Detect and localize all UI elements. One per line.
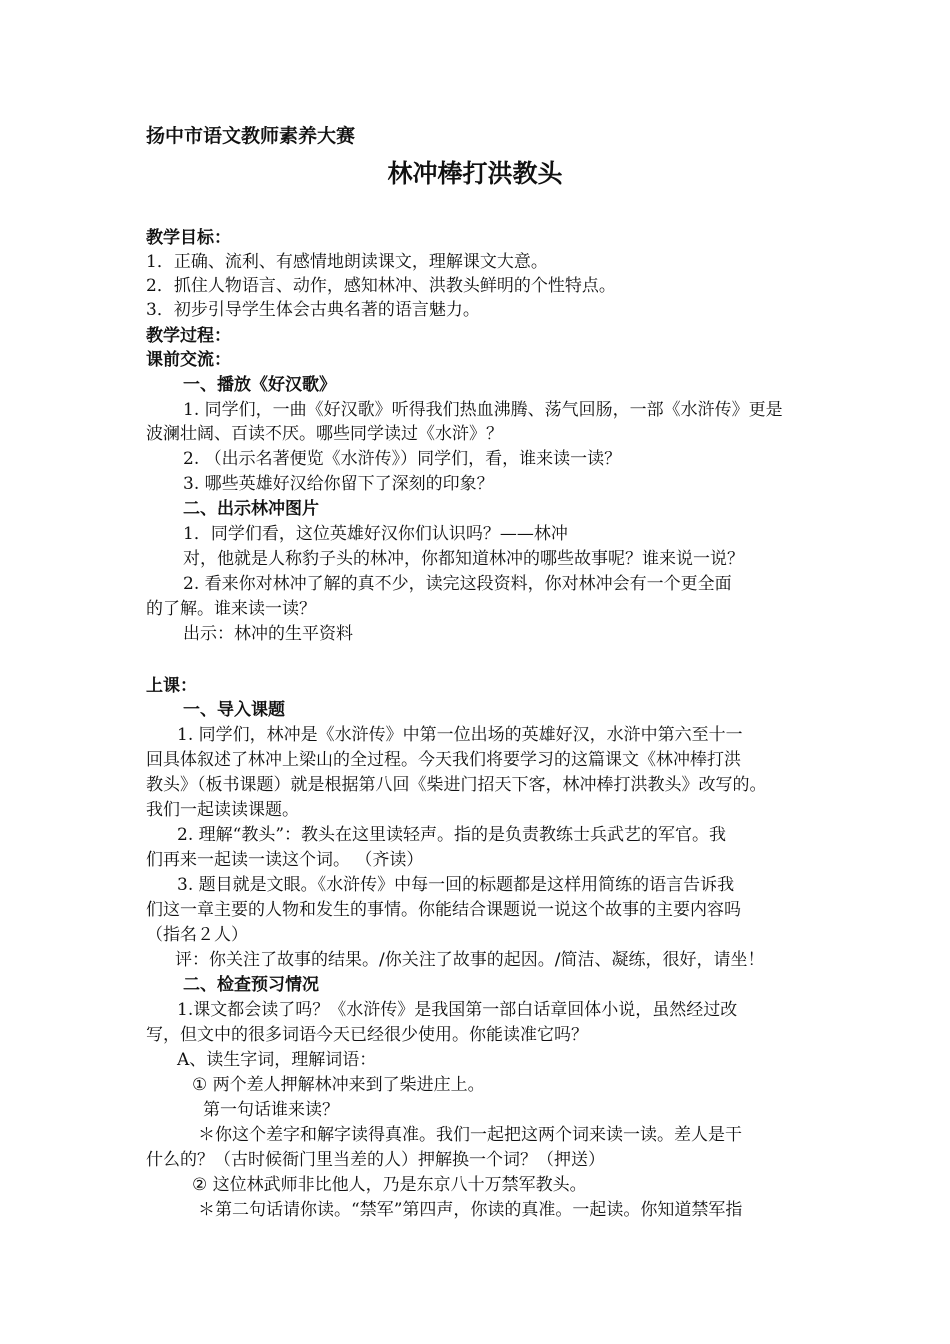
paragraph-line: 什么的？（古时候衙门里当差的人）押解换一个词？（押送） [146, 1150, 605, 1170]
example-sentence: ① 两个差人押解林冲来到了柴进庄上。 [192, 1075, 485, 1095]
in-class-heading: 上课： [146, 676, 197, 696]
paragraph-line: 写，但文中的很多词语今天已经很少使用。你能读准它吗？ [146, 1025, 588, 1045]
paragraph-line: 3. 哪些英雄好汉给你留下了深刻的印象？ [183, 474, 494, 494]
section-heading: 一、播放《好汉歌》 [183, 375, 336, 395]
section-heading: 二、检查预习情况 [183, 975, 319, 995]
section-heading: 一、导入课题 [183, 700, 285, 720]
paragraph-line: 我们一起读读课题。 [146, 800, 299, 820]
paragraph-line: 们这一章主要的人物和发生的事情。你能结合课题说一说这个故事的主要内容吗 [146, 900, 741, 920]
paragraph-line: 对，他就是人称豹子头的林冲，你都知道林冲的哪些故事呢？谁来说一说？ [183, 549, 744, 569]
paragraph-line: 1. 同学们，一曲《好汉歌》听得我们热血沸腾、荡气回肠，一部《水浒传》更是 [183, 400, 783, 420]
lesson-title: 林冲棒打洪教头 [387, 159, 563, 188]
paragraph-line: 3. 题目就是文眼。《水浒传》中每一回的标题都是这样用简练的语言告诉我 [177, 875, 735, 895]
teacher-comment: 评：你关注了故事的结果。/你关注了故事的起因。/简洁、凝练，很好，请坐！ [175, 950, 765, 970]
objective-item: 2．抓住人物语言、动作，感知林冲、洪教头鲜明的个性特点。 [146, 276, 616, 296]
paragraph-line: 第一句话谁来读？ [203, 1100, 339, 1120]
paragraph-line: 2. 看来你对林冲了解的真不少，读完这段资料，你对林冲会有一个更全面 [183, 574, 732, 594]
section-heading: 二、出示林冲图片 [183, 499, 319, 519]
process-heading: 教学过程： [146, 326, 231, 346]
objectives-heading: 教学目标： [146, 228, 231, 248]
paragraph-line: 2. 理解“教头”：教头在这里读轻声。指的是负责教练士兵武艺的军官。我 [177, 825, 727, 845]
paragraph-line: 2. （出示名著便览《水浒传》）同学们，看，谁来读一读？ [183, 449, 622, 469]
paragraph-line: ＊你这个差字和解字读得真准。我们一起把这两个词来读一读。差人是干 [198, 1125, 742, 1145]
paragraph-line: （指名２人） [146, 925, 248, 945]
contest-header: 扬中市语文教师素养大赛 [146, 125, 356, 147]
paragraph-line: 回具体叙述了林冲上梁山的全过程。今天我们将要学习的这篇课文《林冲棒打洪 [146, 750, 741, 770]
paragraph-line: 的了解。谁来读一读？ [146, 599, 316, 619]
paragraph-line: 1. 同学们，林冲是《水浒传》中第一位出场的英雄好汉，水浒中第六至十一 [177, 725, 743, 745]
paragraph-line: ＊第二句话请你读。“禁军”第四声，你读的真准。一起读。你知道禁军指 [198, 1200, 743, 1220]
paragraph-line: 波澜壮阔、百读不厌。哪些同学读过《水浒》？ [146, 424, 503, 444]
example-sentence: ② 这位林武师非比他人，乃是东京八十万禁军教头。 [192, 1175, 587, 1195]
objective-item: 1．正确、流利、有感情地朗读课文，理解课文大意。 [146, 252, 548, 272]
paragraph-line: 们再来一起读一读这个词。 （齐读） [146, 850, 424, 870]
paragraph-line: 1．同学们看，这位英雄好汉你们认识吗？——林冲 [183, 524, 568, 544]
paragraph-line: 1.课文都会读了吗？《水浒传》是我国第一部白话章回体小说，虽然经过改 [177, 1000, 738, 1020]
paragraph-line: 出示：林冲的生平资料 [183, 624, 353, 644]
paragraph-line: 教头》（板书课题）就是根据第八回《柴进门招天下客，林冲棒打洪教头》改写的。 [146, 775, 767, 795]
pre-class-heading: 课前交流： [146, 350, 231, 370]
paragraph-line: A、读生字词，理解词语： [177, 1050, 377, 1070]
objective-item: 3．初步引导学生体会古典名著的语言魅力。 [146, 300, 480, 320]
